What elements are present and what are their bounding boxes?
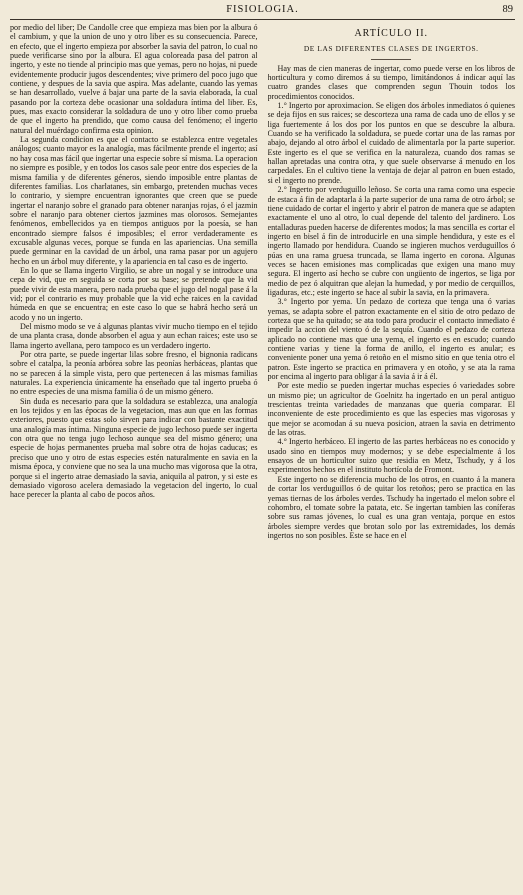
section-subheading: DE LAS DIFERENTES CLASES DE INGERTOS. (303, 44, 479, 54)
paragraph: 3.° Ingerto por yema. Un pedazo de corteza que tenga una ó varias yemas, se adapta sobre el patron exactamente en el sitio de otro pedazo de corteza que se ha quitado; se ata todo para producir el contacto inmediato é impedir la accion del viento ó de la sequía. Cuando el pedazo de corteza aplicado no contiene mas que una yema, el ingerto es en escudo; cuando contiene varias y tiene la forma de anillo, el ingerto es anular; es conveniente poner una yema ó retoño en el mismo sitio en que tenia otro el patron. Este ingerto se practica en primavera y en otoño, y se ata la rama por encima al ingerto para obligar á la savia á ir á él. (267, 297, 515, 382)
paragraph: Sin duda es necesario para que la soldadura se establezca, una analogía en los tejidos y en las épocas de la vegetacion, mas aun que en las formas exteriores, puesto que estas solo sirven para indicar con bastante exactitud una analogía mas íntima. Ninguna especie de jugo lechoso puede ser ingerta con otra que no tenga jugo lechoso aunque sea del mismo género; una especie de hojas permanentes prueba mal sobre otra de hojas caducas; es preciso que uno y otro de estas especies estén naturalmente en savia en la misma época, y conviene que no sea la una mucho mas vigorosa que la otra, porque si el ingerto atrae demasiado la savia, aniquila al patron, y si este es demasiado vigoroso acelera demasiado la vegetacion del ingerto, lo cual hace perecer la planta al cabo de pocos años. (10, 396, 258, 500)
paragraph: 2.° Ingerto por verduguillo leñoso. Se corta una rama como una especie de estaca á fin de adaptarla á la parte superior de una rama de otro árbol; se tiene cuidado de cortar el ingerto y abrir el patron de manera que se adapten exactamente el uno al otro, lo cual depende del talento del jardinero. Los entalladuras pueden hacerse de diferentes modos; la mas sencilla es cortar el ingerto en bisel á fin de introducirle en una simple hendidura, y este es el ingerto llamado por hendidura. Cuando se ingieren muchos verduguillos ó púas en una rama gruesa truncada, se llama ingerto en corona. Algunas veces se hacen emisiones mas complicadas que exigen una mano muy segura. El ingerto así hecho se cubre con ungüento de ingertos, se liga por medio de pez ó alquitran que alejan la humedad, y por medio de cerquillos, ligaduras, etc.; este ingerto se hace al subir la savia, en la primavera. (267, 185, 515, 297)
running-header (10, 4, 515, 18)
header-rule (10, 19, 515, 20)
paragraph: Por este medio se pueden ingertar muchas especies ó variedades sobre un mismo pie; un agricultor de Goelnitz ha ingertado en un peral antiguo trescientas treinta variedades de manzanas que queria comparar. El inconveniente de este procedimiento es que las especies mas vigorosas y que mejor se acomodan á su nueva posicion, atraen la savia en detrimento de las otras. (267, 381, 515, 438)
article-heading: ARTÍCULO II. (354, 28, 429, 39)
paragraph: 4.° Ingerto herbáceo. El ingerto de las partes herbáceas no es conocido y usado sino en tiempos muy modernos; y se debe especialmente á los ensayos de un horticultor suizo que residia en Metz, Tschudy, y á los experimentos hechos en el instituto hortícola de Fromont. (267, 437, 515, 475)
paragraph: 1.° Ingerto por aproximacion. Se eligen dos árboles inmediatos ó quienes se deja fijos en sus raices; se descorteza una rama de cada uno de ellos y se liga fuertemente á los dos por los puntos en que se descubre la albura. Cuando se ha verificado la soldadura, se puede cortar una de las ramas por abajo, dejando al otro árbol el cuidado de alimentarla por la parte superior. Este ingerto es el que se verifica en la naturaleza, cuando dos ramas se hallan apretadas una contra otra, y que suele observarse á menudo en los carpedales. En el cultivo tiene la ventaja de dejar al patron en buen estado, si el ingerto no prende. (267, 101, 515, 185)
paragraph: Hay mas de cien maneras de ingertar, como puede verse en los libros de horticultura y como diremos á su tiempo, limitándonos á indicar aquí las cuatro grandes clases que comprenden segun Thouin todos los procedimientos conocidos. (267, 63, 515, 101)
paragraph: Del mismo modo se ve á algunas plantas vivir mucho tiempo en el tejido de una planta crasa, donde absorben el agua y aun echan raices; este uso se llama ingerto avellana, pero tampoco es un verdadero ingerto. (10, 322, 258, 350)
heading-divider (371, 59, 411, 60)
page-number: 89 (502, 4, 513, 15)
paragraph: Este ingerto no se diferencia mucho de los otros, en cuanto á la manera de cortar los verduguillos ó de quitar los retoños; pero se practica en las yemas tiernas de los árboles verdes. Tschudy ha ingertado el melon sobre el cohombro, el tomate sobre la patata, etc. Se ingertan tambien las coníferas sobre sus ramas jóvenes, lo cual es una gran ventaja, porque en estos árboles siempre verdes que brotan solo por las extremidades, los demás ingertos no son posibles. Este se hace en el (267, 474, 515, 540)
running-title: FISIOLOGIA. (226, 4, 299, 15)
right-column (268, 23, 516, 889)
paragraph: En lo que se llama ingerto Virgilio, se abre un nogal y se introduce una cepa de vid, que en seguida se corta por su base; se pretende que la vid puede vivir de esta manera, pero nada prueba que el jugo del nogal pase á la vid; por el contrario es muy probable que la vid eche raices en la cavidad húmeda en que se encuentra; en este caso lo que se habrá hecho será un acodo y no un ingerto. (10, 265, 258, 322)
text-columns (10, 23, 515, 889)
paragraph: por medio del liber; De Candolle cree que empieza mas bien por la albura ó el cambium, y que la union de uno y otro liber es su consecuencia. Parece, en efecto, que el ingerto empieza por absorber la savia del patron, lo cual no puede verificarse sino por la albura. El agua coloreada pasa del patron al ingerto, y este no tiende al principio mas que yemas, pero no hojas, ni puede evidentemente producir jugos descendentes; vive primero del poco jugo que contiene, y despues de la savia que aspira. Mas adelante, cuando las yemas se han desarrollado, vuelve á bajar una parte de la savia elaborada, la cual pasando por la corteza debe ocasionar una soldadura íntima del liber. Es, pues, mas exacto considerar la soldadura de uno y otro liber como prueba de que el ingerto ha prendido, que como causa del fenómeno; el ingerto natural del muérdago confirma esta opinion. (10, 23, 258, 135)
paragraph: La segunda condicion es que el contacto se establezca entre vegetales análogos; cuanto mayor es la analogía, mas fácilmente prende el ingerto; así no hay cosa mas fácil que ingertar una especie sobre sí misma. La operacion no siempre es posible, y en todos los casos sale peor entre dos especies de la misma familia y de diferentes géneros, siendo imposible entre plantas de diferentes familias. Los charlatanes, sin embargo, pretenden muchas veces lo contrario, y siempre encuentran ignorantes que creen que se puede ingertar el naranjo sobre el granado para obtener naranjas rojas, ó el jazmin sobre el naranjo para obtener ciertos jazmines mas olorosos. Semejantes fenómenos, embellecidos ya en tiempos antiguos por la poesía, se han encontrado siempre falsos é imposibles; el error verdaderamente es excusable algunas veces, porque se funda en las apariencias. Una semilla puede germinar en la cavidad de un árbol, una rama pasar por un agujero hecho en un árbol muy diferente, y la apariencia en tal caso es de ingerto. (10, 135, 258, 266)
paragraph: Por otra parte, se puede ingertar lilas sobre fresno, el bignonia radicans sobre el catalpa, la peonía arbórea sobre las peonías herbáceas, plantas que no se parecen á la simple vista, pero que pertenecen á las mismas familias naturales. La experiencia únicamente ha enseñado que tal ingerto prueba ó no entre especies de una misma familia ó de un mismo género. (10, 350, 258, 397)
left-column (10, 23, 258, 889)
